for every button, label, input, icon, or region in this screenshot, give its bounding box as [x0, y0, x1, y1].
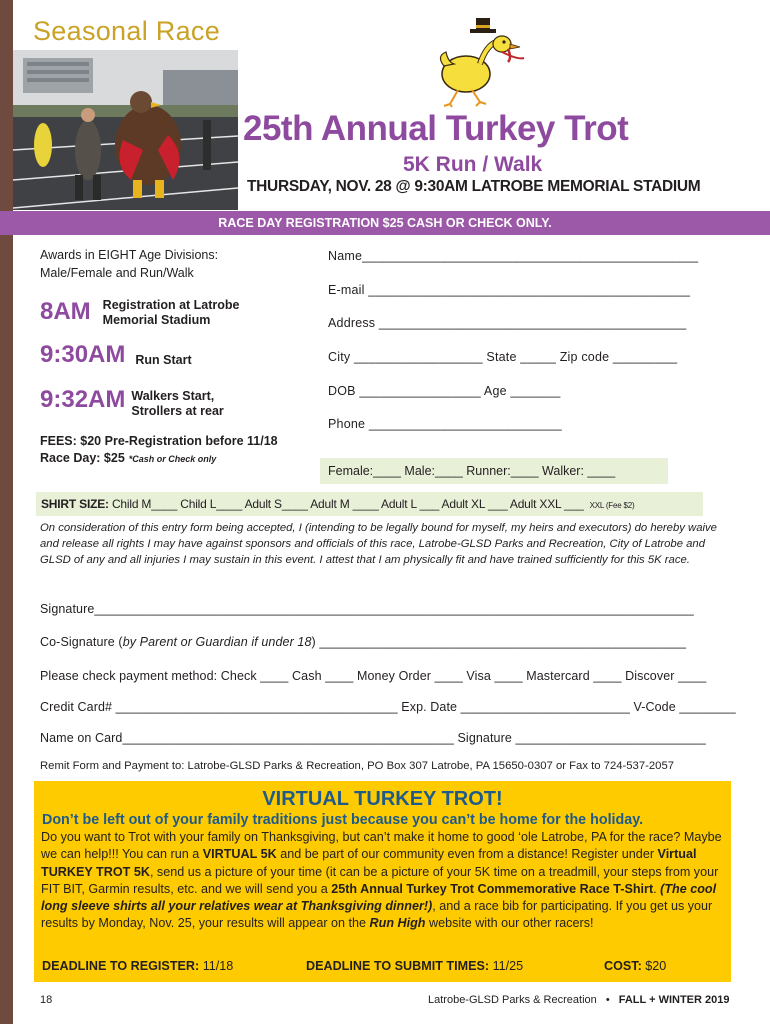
schedule-time: 9:30AM: [40, 341, 126, 368]
fees-info: [40, 433, 278, 468]
virtual-text: , and a race bib for participating. If you get us your results by Monday, Nov. 25, your results will appear on the: [41, 899, 713, 931]
co-signature-note: by Parent or Guardian if under 18: [122, 635, 312, 649]
deadline-submit-value: 11/25: [489, 959, 524, 973]
schedule-desc-line: Registration at Latrobe: [102, 298, 240, 312]
event-title: 25th Annual Turkey Trot: [243, 109, 629, 148]
virtual-text: .: [653, 881, 661, 896]
deadline-submit: [306, 959, 523, 973]
fees-line: [40, 450, 278, 468]
shirt-size-options[interactable]: Child M____ Child L____ Adult S____ Adult M ____ Adult L ___ Adult XL ___ Adult XXL ___: [108, 497, 584, 511]
fees-note: *Cash or Check only: [128, 454, 217, 464]
virtual-text-bold: VIRTUAL 5K: [202, 847, 277, 862]
footer-season: FALL + WINTER 2019: [618, 994, 730, 1006]
virtual-text-bold: Virtual TURKEY TROT 5K: [41, 847, 697, 879]
side-accent-bar: [0, 0, 13, 1024]
schedule-time: 9:32AM: [40, 386, 126, 413]
virtual-text: website with our other racers!: [425, 916, 594, 931]
footer-org: Latrobe-GLSD Parks & Recreation: [428, 994, 597, 1006]
name-field[interactable]: Name_______________________________________________: [328, 249, 699, 263]
turkey-cartoon-icon: [436, 16, 530, 108]
registration-banner: RACE DAY REGISTRATION $25 CASH OR CHECK ONLY.: [0, 211, 770, 235]
schedule-time: 8AM: [40, 298, 91, 325]
schedule-description: [135, 353, 191, 368]
event-date-location: THURSDAY, NOV. 28 @ 9:30AM LATROBE MEMORIAL STADIUM: [247, 178, 701, 195]
remit-instructions: Remit Form and Payment to: Latrobe-GLSD Parks & Recreation, PO Box 307 Latrobe, PA 15650-0307 or Fax to 724-537-2057: [40, 760, 675, 772]
schedule-desc-line: Strollers at rear: [131, 404, 224, 418]
deadline-register-label: DEADLINE TO REGISTER:: [42, 959, 200, 973]
section-title: Seasonal Race: [33, 16, 221, 46]
footer-separator: •: [605, 994, 610, 1006]
deadline-register-value: 11/18: [199, 959, 234, 973]
virtual-text-bold-italic: (The cool long sleeve shirts all your relatives wear at Thanksgiving dinner!): [41, 881, 717, 914]
payment-method-field[interactable]: Please check payment method: Check ____ Cash ____ Money Order ____ Visa ____ Mastercard ____ Discover ____: [40, 669, 707, 683]
waiver-text: On consideration of this entry form being accepted, I (intending to be legally bound for myself, my heirs and executors) do hereby waive and release all rights I may have against sponsors and officials of this race, Latrobe-GLSD Parks and Recreation, City of Latrobe and GLSD of any and all injuries I may sustain in this event. I attest that I am physically fit and have trained sufficiently for this 5K race.: [40, 522, 717, 566]
race-photo: [13, 50, 238, 210]
awards-line: Awards in EIGHT Age Divisions:: [40, 248, 219, 262]
schedule-item: [40, 386, 224, 419]
virtual-text: Do you want to Trot with your family on Thanksgiving, but can’t make it home to good ‘ole Latrobe, PA for the race? Maybe we can help!!! You can run a: [41, 830, 722, 862]
schedule-description: [103, 298, 240, 328]
shirt-size-label: SHIRT SIZE:: [41, 497, 109, 511]
page-footer: [428, 994, 729, 1006]
address-field[interactable]: Address ___________________________________________: [328, 316, 687, 330]
shirt-size-selector[interactable]: [36, 492, 703, 516]
city-state-zip-field[interactable]: City __________________ State _____ Zip code _________: [328, 350, 678, 364]
co-signature-line[interactable]: ) ____________________________________________________: [311, 635, 687, 649]
virtual-text: and be part of our community even from a distance! Register under: [276, 847, 658, 862]
category-checkboxes[interactable]: Female:____ Male:____ Runner:____ Walker: ____: [320, 458, 668, 484]
co-signature-label: Co-Signature (: [40, 635, 123, 649]
run-high-text: Run High: [369, 916, 426, 931]
schedule-description: [131, 389, 223, 419]
event-subtitle: 5K Run / Walk: [403, 153, 543, 176]
dob-age-field[interactable]: DOB _________________ Age _______: [328, 384, 561, 398]
virtual-description: [41, 829, 731, 933]
schedule-item: [40, 298, 240, 328]
schedule-item: [40, 341, 192, 369]
schedule-desc-line: Memorial Stadium: [102, 313, 211, 327]
shirt-xxl-fee: XXL (Fee $2): [589, 501, 635, 510]
awards-line: Male/Female and Run/Walk: [40, 266, 194, 280]
co-signature-field[interactable]: [40, 635, 686, 649]
schedule-desc-line: Run Start: [135, 353, 192, 367]
event-info-column: [40, 246, 320, 465]
awards-info: [40, 246, 320, 282]
page-number: 18: [40, 994, 53, 1006]
race-day-fee: Race Day: $25: [40, 451, 125, 465]
signature-field[interactable]: Signature_____________________________________________________________________________________: [40, 602, 694, 616]
virtual-title: VIRTUAL TURKEY TROT!: [262, 788, 503, 810]
cost-value: $20: [641, 959, 667, 973]
fees-line: FEES: $20 Pre-Registration before 11/18: [40, 434, 278, 448]
virtual-text: , send us a picture of your time (it can be a picture of your 5K time on a treadmill, your steps from your FIT BIT, Garmin results, etc. and we will send you a: [41, 864, 719, 896]
name-on-card-field[interactable]: Name on Card_______________________________________________ Signature ___________________________: [40, 731, 706, 745]
credit-card-field[interactable]: Credit Card# ________________________________________ Exp. Date ________________________ V-Code ________: [40, 700, 736, 714]
virtual-trot-panel: [34, 781, 731, 982]
phone-field[interactable]: Phone ___________________________: [328, 417, 562, 431]
cost-info: [604, 959, 666, 973]
virtual-text-bold: 25th Annual Turkey Trot Commemorative Race T-Shirt: [331, 881, 654, 896]
deadline-submit-label: DEADLINE TO SUBMIT TIMES:: [306, 959, 490, 973]
schedule-desc-line: Walkers Start,: [131, 389, 215, 403]
email-field[interactable]: E-mail _____________________________________________: [328, 283, 691, 297]
deadline-register: [42, 959, 233, 973]
cost-label: COST:: [604, 959, 642, 973]
virtual-subtitle: Don’t be left out of your family traditions just because you can’t be home for the holiday.: [42, 812, 644, 828]
